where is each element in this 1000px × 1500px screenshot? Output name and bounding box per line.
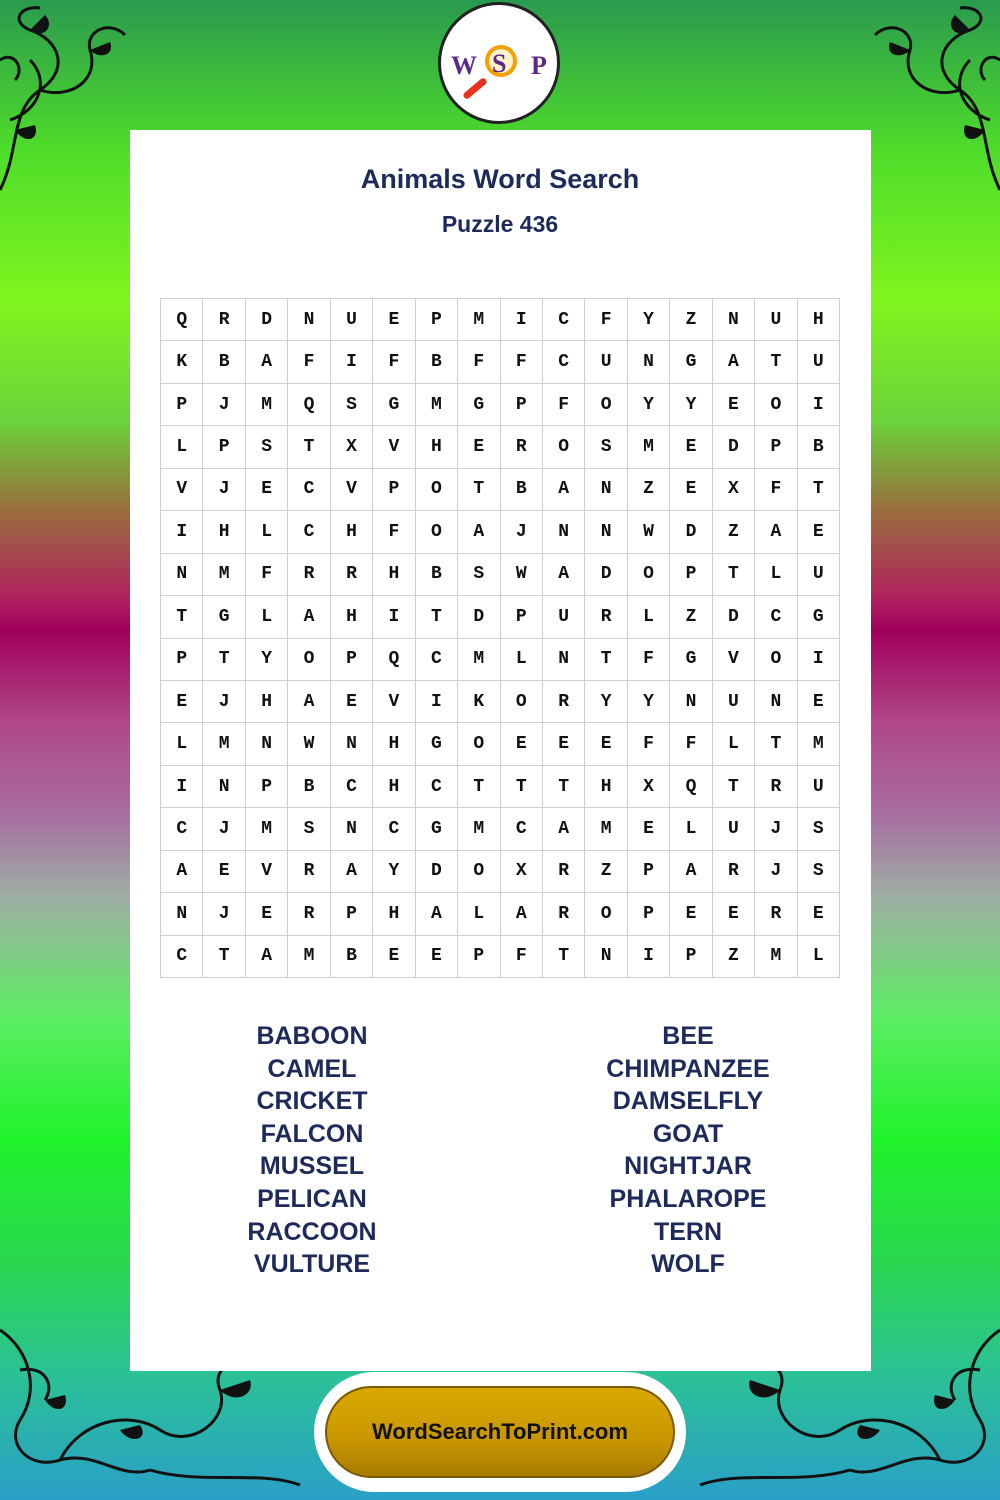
grid-cell[interactable]: T — [543, 766, 585, 808]
grid-cell[interactable]: F — [628, 639, 670, 681]
word-list-item: BABOON — [256, 1022, 368, 1050]
grid-cell[interactable]: F — [501, 936, 543, 978]
grid-cell[interactable]: F — [288, 341, 330, 383]
grid-cell[interactable]: E — [373, 299, 415, 341]
word-list-item: CHIMPANZEE — [606, 1054, 770, 1083]
grid-cell[interactable]: L — [161, 723, 203, 765]
grid-cell[interactable]: C — [161, 936, 203, 978]
grid-cell[interactable]: U — [798, 554, 840, 596]
grid-cell[interactable]: J — [203, 469, 245, 511]
grid-cell[interactable]: E — [543, 723, 585, 765]
grid-cell[interactable]: A — [543, 808, 585, 850]
grid-cell[interactable]: A — [458, 511, 500, 553]
grid-cell[interactable]: S — [246, 426, 288, 468]
grid-cell[interactable]: U — [798, 766, 840, 808]
grid-cell[interactable]: M — [246, 384, 288, 426]
grid-cell[interactable]: L — [798, 936, 840, 978]
grid-cell[interactable]: D — [416, 851, 458, 893]
grid-cell[interactable]: A — [755, 511, 797, 553]
grid-cell[interactable]: V — [713, 639, 755, 681]
grid-cell[interactable]: G — [798, 596, 840, 638]
grid-cell[interactable]: M — [628, 426, 670, 468]
grid-cell[interactable]: O — [585, 384, 627, 426]
grid-cell[interactable]: E — [713, 893, 755, 935]
grid-cell[interactable]: N — [161, 554, 203, 596]
grid-cell[interactable]: M — [288, 936, 330, 978]
grid-cell[interactable]: N — [670, 681, 712, 723]
grid-cell[interactable]: N — [585, 469, 627, 511]
grid-cell[interactable]: A — [416, 893, 458, 935]
grid-cell[interactable]: R — [543, 851, 585, 893]
grid-cell[interactable]: T — [543, 936, 585, 978]
grid-cell[interactable]: E — [670, 426, 712, 468]
grid-cell[interactable]: R — [331, 554, 373, 596]
grid-cell[interactable]: E — [458, 426, 500, 468]
grid-cell[interactable]: G — [203, 596, 245, 638]
grid-cell[interactable]: R — [288, 893, 330, 935]
grid-cell[interactable]: M — [458, 299, 500, 341]
word-list-item: FALCON — [260, 1119, 364, 1148]
grid-cell[interactable]: J — [501, 511, 543, 553]
grid-cell[interactable]: N — [331, 723, 373, 765]
grid-cell[interactable]: P — [628, 893, 670, 935]
grid-cell[interactable]: Q — [670, 766, 712, 808]
grid-cell[interactable]: G — [416, 723, 458, 765]
grid-cell[interactable]: C — [755, 596, 797, 638]
grid-cell[interactable]: O — [458, 723, 500, 765]
grid-cell[interactable]: E — [798, 893, 840, 935]
grid-cell[interactable]: E — [713, 384, 755, 426]
grid-cell[interactable]: P — [161, 639, 203, 681]
grid-cell[interactable]: C — [288, 469, 330, 511]
word-list-item: NIGHTJAR — [624, 1152, 752, 1181]
grid-cell[interactable]: T — [755, 341, 797, 383]
grid-cell[interactable]: S — [331, 384, 373, 426]
grid-cell[interactable]: L — [713, 723, 755, 765]
grid-cell[interactable]: O — [585, 893, 627, 935]
grid-cell[interactable]: L — [501, 639, 543, 681]
word-list-item: CRICKET — [256, 1087, 368, 1116]
grid-cell[interactable]: T — [416, 596, 458, 638]
grid-cell[interactable]: N — [713, 299, 755, 341]
grid-cell[interactable]: O — [543, 426, 585, 468]
grid-cell[interactable]: E — [331, 681, 373, 723]
grid-cell[interactable]: C — [331, 766, 373, 808]
grid-cell[interactable]: L — [628, 596, 670, 638]
grid-cell[interactable]: U — [798, 341, 840, 383]
grid-cell[interactable]: B — [416, 341, 458, 383]
grid-cell[interactable]: P — [628, 851, 670, 893]
grid-cell[interactable]: E — [373, 936, 415, 978]
grid-cell[interactable]: M — [585, 808, 627, 850]
grid-cell[interactable]: M — [203, 554, 245, 596]
grid-cell[interactable]: A — [713, 341, 755, 383]
grid-cell[interactable]: E — [670, 893, 712, 935]
grid-cell[interactable]: T — [161, 596, 203, 638]
grid-cell[interactable]: L — [670, 808, 712, 850]
grid-cell[interactable]: H — [373, 766, 415, 808]
logo-letter-p: P — [531, 51, 547, 80]
grid-cell[interactable]: S — [585, 426, 627, 468]
grid-cell[interactable]: M — [755, 936, 797, 978]
grid-cell[interactable]: G — [416, 808, 458, 850]
grid-cell[interactable]: Y — [628, 299, 670, 341]
grid-cell[interactable]: A — [543, 554, 585, 596]
grid-cell[interactable]: C — [543, 299, 585, 341]
grid-cell[interactable]: I — [161, 511, 203, 553]
grid-cell[interactable]: W — [501, 554, 543, 596]
grid-cell[interactable]: O — [755, 639, 797, 681]
grid-cell[interactable]: S — [458, 554, 500, 596]
grid-cell[interactable]: T — [458, 766, 500, 808]
grid-cell[interactable]: C — [416, 639, 458, 681]
grid-cell[interactable]: Q — [373, 639, 415, 681]
logo[interactable] — [438, 2, 560, 124]
grid-cell[interactable]: N — [585, 936, 627, 978]
grid-cell[interactable]: A — [246, 936, 288, 978]
word-list-item: BEE — [662, 1022, 714, 1050]
grid-cell[interactable]: R — [288, 554, 330, 596]
logo-letter-w: W — [451, 51, 477, 80]
grid-cell[interactable]: M — [798, 723, 840, 765]
grid-cell[interactable]: F — [585, 299, 627, 341]
letter-grid — [160, 298, 840, 978]
grid-cell[interactable]: O — [458, 851, 500, 893]
grid-cell[interactable]: X — [331, 426, 373, 468]
grid-cell[interactable]: E — [246, 893, 288, 935]
grid-cell[interactable]: P — [161, 384, 203, 426]
grid-cell[interactable]: E — [670, 469, 712, 511]
grid-cell[interactable]: P — [501, 384, 543, 426]
grid-cell[interactable]: E — [416, 936, 458, 978]
word-list-left — [162, 1020, 462, 1281]
grid-cell[interactable]: T — [713, 766, 755, 808]
grid-cell[interactable]: R — [585, 596, 627, 638]
grid-cell[interactable]: G — [670, 341, 712, 383]
grid-cell[interactable]: J — [755, 851, 797, 893]
grid-cell[interactable]: E — [628, 808, 670, 850]
word-list-item: VULTURE — [253, 1250, 371, 1279]
grid-cell[interactable]: T — [203, 639, 245, 681]
grid-cell[interactable]: T — [288, 426, 330, 468]
grid-cell[interactable]: Y — [628, 681, 670, 723]
grid-cell[interactable]: E — [798, 681, 840, 723]
grid-cell[interactable]: B — [798, 426, 840, 468]
grid-cell[interactable]: H — [331, 596, 373, 638]
grid-cell[interactable]: V — [373, 426, 415, 468]
grid-cell[interactable]: P — [755, 426, 797, 468]
grid-cell[interactable]: D — [713, 426, 755, 468]
grid-cell[interactable]: J — [203, 384, 245, 426]
grid-cell[interactable]: M — [203, 723, 245, 765]
grid-cell[interactable]: Y — [246, 639, 288, 681]
logo-letter-s: S — [492, 49, 507, 78]
grid-cell[interactable]: O — [501, 681, 543, 723]
grid-cell[interactable]: B — [288, 766, 330, 808]
word-list-item: CAMEL — [267, 1054, 357, 1083]
grid-cell[interactable]: P — [670, 936, 712, 978]
grid-cell[interactable]: N — [288, 299, 330, 341]
grid-cell[interactable]: T — [713, 554, 755, 596]
grid-cell[interactable]: L — [755, 554, 797, 596]
grid-cell[interactable]: M — [458, 808, 500, 850]
grid-cell[interactable]: P — [331, 639, 373, 681]
grid-cell[interactable]: G — [670, 639, 712, 681]
grid-cell[interactable]: H — [798, 299, 840, 341]
grid-cell[interactable]: I — [161, 766, 203, 808]
grid-cell[interactable]: Z — [670, 299, 712, 341]
grid-cell[interactable]: O — [288, 639, 330, 681]
grid-cell[interactable]: R — [713, 851, 755, 893]
grid-cell[interactable]: C — [161, 808, 203, 850]
grid-cell[interactable]: I — [798, 384, 840, 426]
word-list-right — [538, 1020, 838, 1281]
grid-cell[interactable]: B — [501, 469, 543, 511]
word-list-item: GOAT — [652, 1119, 724, 1148]
grid-cell[interactable]: X — [628, 766, 670, 808]
grid-cell[interactable]: N — [755, 681, 797, 723]
word-list-item: TERN — [653, 1217, 723, 1246]
grid-cell[interactable]: L — [246, 596, 288, 638]
grid-cell[interactable]: E — [161, 681, 203, 723]
grid-cell[interactable]: D — [670, 511, 712, 553]
grid-cell[interactable]: O — [755, 384, 797, 426]
grid-cell[interactable]: F — [755, 469, 797, 511]
grid-cell[interactable]: F — [501, 341, 543, 383]
grid-cell[interactable]: A — [331, 851, 373, 893]
grid-cell[interactable]: C — [416, 766, 458, 808]
grid-cell[interactable]: P — [501, 596, 543, 638]
grid-cell[interactable]: K — [458, 681, 500, 723]
grid-cell[interactable]: L — [161, 426, 203, 468]
grid-cell[interactable]: P — [203, 426, 245, 468]
grid-cell[interactable]: J — [203, 681, 245, 723]
grid-cell[interactable]: N — [161, 893, 203, 935]
grid-cell[interactable]: I — [373, 596, 415, 638]
grid-cell[interactable]: R — [755, 893, 797, 935]
grid-cell[interactable]: N — [331, 808, 373, 850]
grid-cell[interactable]: E — [203, 851, 245, 893]
grid-cell[interactable]: H — [416, 426, 458, 468]
grid-cell[interactable]: R — [288, 851, 330, 893]
grid-cell[interactable]: Y — [585, 681, 627, 723]
word-list-item: PHALAROPE — [609, 1184, 767, 1213]
grid-cell[interactable]: T — [755, 723, 797, 765]
grid-cell[interactable]: C — [501, 808, 543, 850]
grid-cell[interactable]: A — [288, 681, 330, 723]
grid-cell[interactable]: L — [458, 893, 500, 935]
grid-cell[interactable]: I — [628, 936, 670, 978]
grid-cell[interactable]: S — [798, 808, 840, 850]
grid-cell[interactable]: X — [501, 851, 543, 893]
grid-cell[interactable]: H — [373, 723, 415, 765]
grid-cell[interactable]: U — [755, 299, 797, 341]
grid-cell[interactable]: E — [246, 469, 288, 511]
grid-cell[interactable]: I — [798, 639, 840, 681]
grid-cell[interactable]: V — [373, 681, 415, 723]
grid-cell[interactable]: C — [288, 511, 330, 553]
word-list-item: RACCOON — [247, 1217, 377, 1246]
puzzle-subtitle: Puzzle 436 — [441, 211, 559, 237]
grid-cell[interactable]: U — [713, 808, 755, 850]
grid-cell[interactable]: N — [543, 511, 585, 553]
grid-cell[interactable]: Z — [670, 596, 712, 638]
grid-cell[interactable]: T — [585, 639, 627, 681]
grid-cell[interactable]: C — [373, 808, 415, 850]
grid-cell[interactable]: G — [373, 384, 415, 426]
grid-cell[interactable]: D — [585, 554, 627, 596]
grid-cell[interactable]: L — [246, 511, 288, 553]
grid-cell[interactable]: V — [331, 469, 373, 511]
puzzle-title: Animals Word Search — [360, 164, 640, 194]
grid-cell[interactable]: C — [543, 341, 585, 383]
grid-cell[interactable]: A — [288, 596, 330, 638]
grid-cell[interactable]: Z — [628, 469, 670, 511]
grid-cell[interactable]: I — [416, 681, 458, 723]
grid-cell[interactable]: B — [331, 936, 373, 978]
grid-cell[interactable]: D — [458, 596, 500, 638]
grid-cell[interactable]: Y — [628, 384, 670, 426]
grid-cell[interactable]: F — [628, 723, 670, 765]
grid-cell[interactable]: R — [543, 893, 585, 935]
grid-cell[interactable]: M — [458, 639, 500, 681]
grid-cell[interactable]: J — [755, 808, 797, 850]
grid-cell[interactable]: W — [628, 511, 670, 553]
grid-cell[interactable]: E — [501, 723, 543, 765]
grid-cell[interactable]: T — [798, 469, 840, 511]
grid-cell[interactable]: A — [501, 893, 543, 935]
grid-cell[interactable]: Z — [585, 851, 627, 893]
grid-cell[interactable]: I — [331, 341, 373, 383]
grid-cell[interactable]: Q — [288, 384, 330, 426]
grid-cell[interactable]: T — [458, 469, 500, 511]
grid-cell[interactable]: B — [203, 341, 245, 383]
grid-cell[interactable]: D — [713, 596, 755, 638]
grid-cell[interactable]: H — [373, 554, 415, 596]
grid-cell[interactable]: U — [713, 681, 755, 723]
grid-cell[interactable]: W — [288, 723, 330, 765]
grid-cell[interactable]: B — [416, 554, 458, 596]
grid-cell[interactable]: A — [246, 341, 288, 383]
grid-cell[interactable]: P — [458, 936, 500, 978]
grid-cell[interactable]: U — [331, 299, 373, 341]
word-list-item: DAMSELFLY — [612, 1087, 764, 1116]
grid-cell[interactable]: S — [288, 808, 330, 850]
grid-cell[interactable]: P — [416, 299, 458, 341]
website-link-button[interactable]: WordSearchToPrint.com — [325, 1386, 675, 1478]
grid-cell[interactable]: J — [203, 808, 245, 850]
grid-cell[interactable]: A — [670, 851, 712, 893]
grid-cell[interactable]: H — [246, 681, 288, 723]
grid-cell[interactable]: P — [246, 766, 288, 808]
grid-cell[interactable]: U — [585, 341, 627, 383]
grid-cell[interactable]: N — [585, 511, 627, 553]
grid-cell[interactable]: X — [713, 469, 755, 511]
grid-cell[interactable]: G — [458, 384, 500, 426]
grid-cell[interactable]: V — [246, 851, 288, 893]
word-list-item: MUSSEL — [259, 1152, 365, 1181]
grid-cell[interactable]: J — [203, 893, 245, 935]
grid-cell[interactable]: O — [416, 469, 458, 511]
grid-cell[interactable]: M — [416, 384, 458, 426]
grid-cell[interactable]: E — [585, 723, 627, 765]
grid-cell[interactable]: H — [585, 766, 627, 808]
grid-cell[interactable]: Z — [713, 936, 755, 978]
grid-cell[interactable]: Q — [161, 299, 203, 341]
grid-cell[interactable]: O — [628, 554, 670, 596]
grid-cell[interactable]: K — [161, 341, 203, 383]
grid-cell[interactable]: P — [373, 469, 415, 511]
grid-cell[interactable]: I — [501, 299, 543, 341]
grid-cell[interactable]: R — [203, 299, 245, 341]
grid-cell[interactable]: N — [203, 766, 245, 808]
grid-cell[interactable]: H — [373, 893, 415, 935]
grid-cell[interactable]: H — [331, 511, 373, 553]
grid-cell[interactable]: F — [458, 341, 500, 383]
grid-cell[interactable]: N — [628, 341, 670, 383]
grid-cell[interactable]: F — [373, 341, 415, 383]
grid-cell[interactable]: F — [246, 554, 288, 596]
grid-cell[interactable]: P — [331, 893, 373, 935]
grid-cell[interactable]: S — [798, 851, 840, 893]
grid-cell[interactable]: Z — [713, 511, 755, 553]
word-list-item: WOLF — [651, 1250, 725, 1279]
grid-cell[interactable]: Y — [373, 851, 415, 893]
grid-cell[interactable]: A — [543, 469, 585, 511]
grid-cell[interactable]: F — [543, 384, 585, 426]
grid-cell[interactable]: O — [416, 511, 458, 553]
grid-cell[interactable]: E — [798, 511, 840, 553]
grid-cell[interactable]: P — [670, 554, 712, 596]
grid-cell[interactable]: H — [203, 511, 245, 553]
grid-cell[interactable]: N — [543, 639, 585, 681]
grid-cell[interactable]: F — [670, 723, 712, 765]
grid-cell[interactable]: V — [161, 469, 203, 511]
grid-cell[interactable]: F — [373, 511, 415, 553]
grid-cell[interactable]: T — [203, 936, 245, 978]
grid-cell[interactable]: U — [543, 596, 585, 638]
word-list-item: PELICAN — [257, 1184, 367, 1213]
grid-cell[interactable]: M — [246, 808, 288, 850]
grid-cell[interactable]: D — [246, 299, 288, 341]
grid-cell[interactable]: R — [543, 681, 585, 723]
grid-cell[interactable]: N — [246, 723, 288, 765]
grid-cell[interactable]: R — [501, 426, 543, 468]
grid-cell[interactable]: T — [501, 766, 543, 808]
grid-cell[interactable]: Y — [670, 384, 712, 426]
grid-cell[interactable]: A — [161, 851, 203, 893]
grid-cell[interactable]: R — [755, 766, 797, 808]
